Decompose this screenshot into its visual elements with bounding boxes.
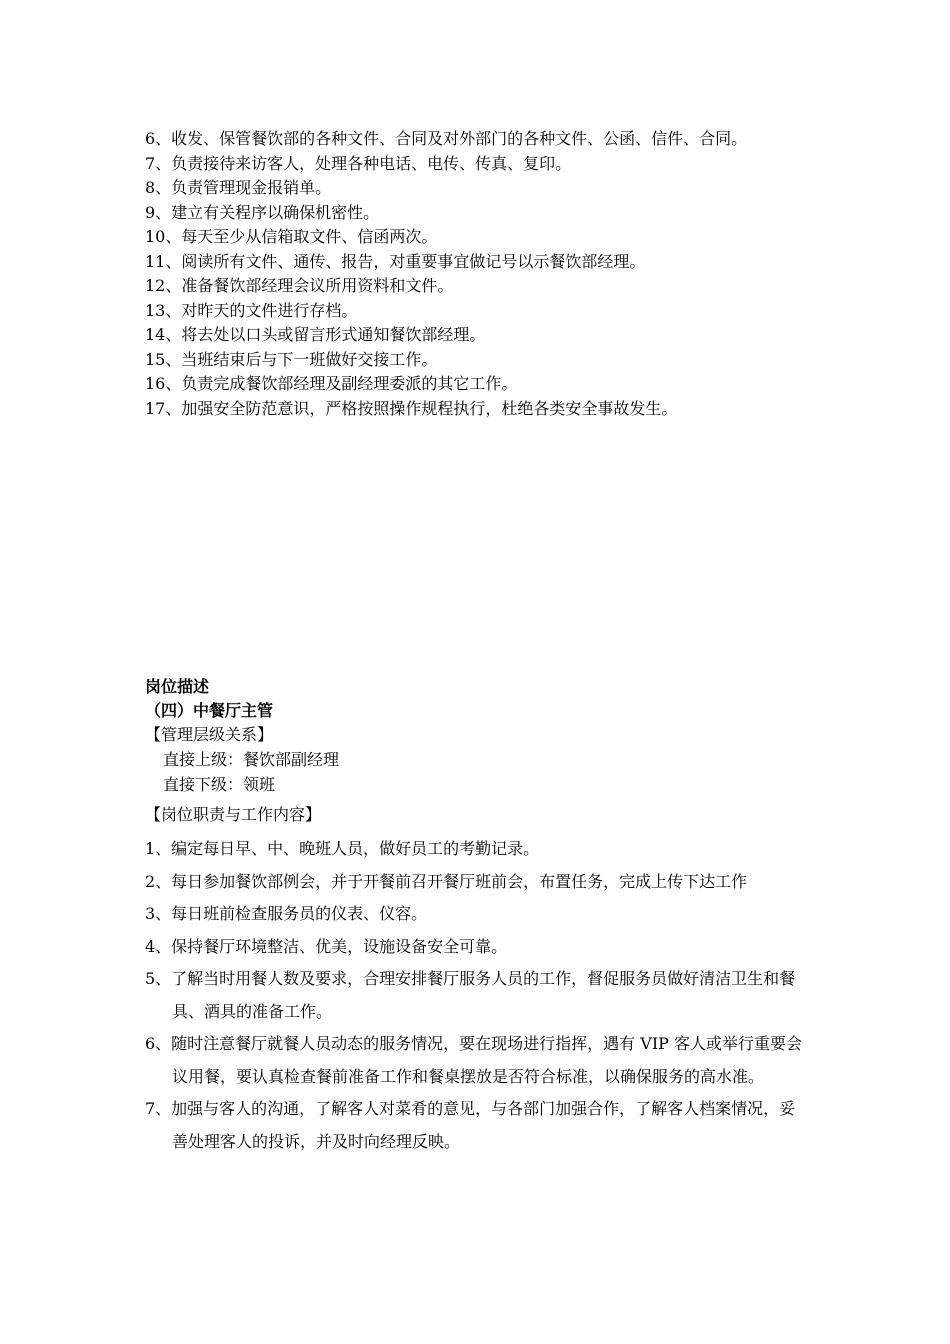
list-item: 7、加强与客人的沟通，了解客人对菜肴的意见，与各部门加强合作，了解客人档案情况，妥善处理客人的投诉，并及时向经理反映。 xyxy=(145,1099,796,1151)
list-item: 4、保持餐厅环境整洁、优美，设施设备安全可靠。 xyxy=(145,936,508,956)
list-item: 17、加强安全防范意识，严格按照操作规程执行，杜绝各类安全事故发生。 xyxy=(145,398,678,418)
list-item: 8、负责管理现金报销单。 xyxy=(145,178,332,197)
duties-header: 【岗位职责与工作内容】 xyxy=(145,805,322,824)
list-item: 3、每日班前检查服务员的仪表、仪容。 xyxy=(145,904,428,923)
duty-list xyxy=(145,833,810,1158)
list-item: 2、每日参加餐饮部例会，并于开餐前召开餐厅班前会，布置任务，完成上传下达工作 xyxy=(145,871,748,891)
list-item: 10、每天至少从信箱取文件、信函两次。 xyxy=(145,227,438,246)
list-item: 13、对昨天的文件进行存档。 xyxy=(145,300,358,320)
list-item: 1、编定每日早、中、晚班人员，做好员工的考勤记录。 xyxy=(145,839,540,858)
superior-line: 直接上级：餐饮部副经理 xyxy=(163,750,340,769)
section-title: 岗位描述 xyxy=(145,677,210,696)
list-item: 16、负责完成餐饮部经理及副经理委派的其它工作。 xyxy=(145,374,518,393)
list-item: 12、准备餐饮部经理会议所用资料和文件。 xyxy=(145,276,454,295)
relation-header: 【管理层级关系】 xyxy=(145,725,274,744)
list-item: 7、负责接待来访客人，处理各种电话、电传、传真、复印。 xyxy=(145,153,572,173)
section-subtitle: （四）中餐厅主管 xyxy=(145,701,274,720)
list-item: 15、当班结束后与下一班做好交接工作。 xyxy=(145,349,438,369)
list-item: 5、了解当时用餐人数及要求，合理安排餐厅服务人员的工作，督促服务员做好清洁卫生和餐具、酒具的准备工作。 xyxy=(145,969,796,1021)
subordinate-line: 直接下级：领班 xyxy=(163,775,276,794)
list-item: 6、随时注意餐厅就餐人员动态的服务情况，要在现场进行指挥，遇有 VIP 客人或举行重要会议用餐，要认真检查餐前准备工作和餐桌摆放是否符合标准，以确保服务的高水准。 xyxy=(145,1034,802,1086)
duty-list-continued xyxy=(145,127,810,421)
list-item: 9、建立有关程序以确保机密性。 xyxy=(145,202,380,222)
list-item: 6、收发、保管餐饮部的各种文件、合同及对外部门的各种文件、公函、信件、合同。 xyxy=(145,129,748,148)
list-item: 11、阅读所有文件、通传、报告，对重要事宜做记号以示餐饮部经理。 xyxy=(145,251,646,271)
list-item: 14、将去处以口头或留言形式通知餐饮部经理。 xyxy=(145,325,486,344)
